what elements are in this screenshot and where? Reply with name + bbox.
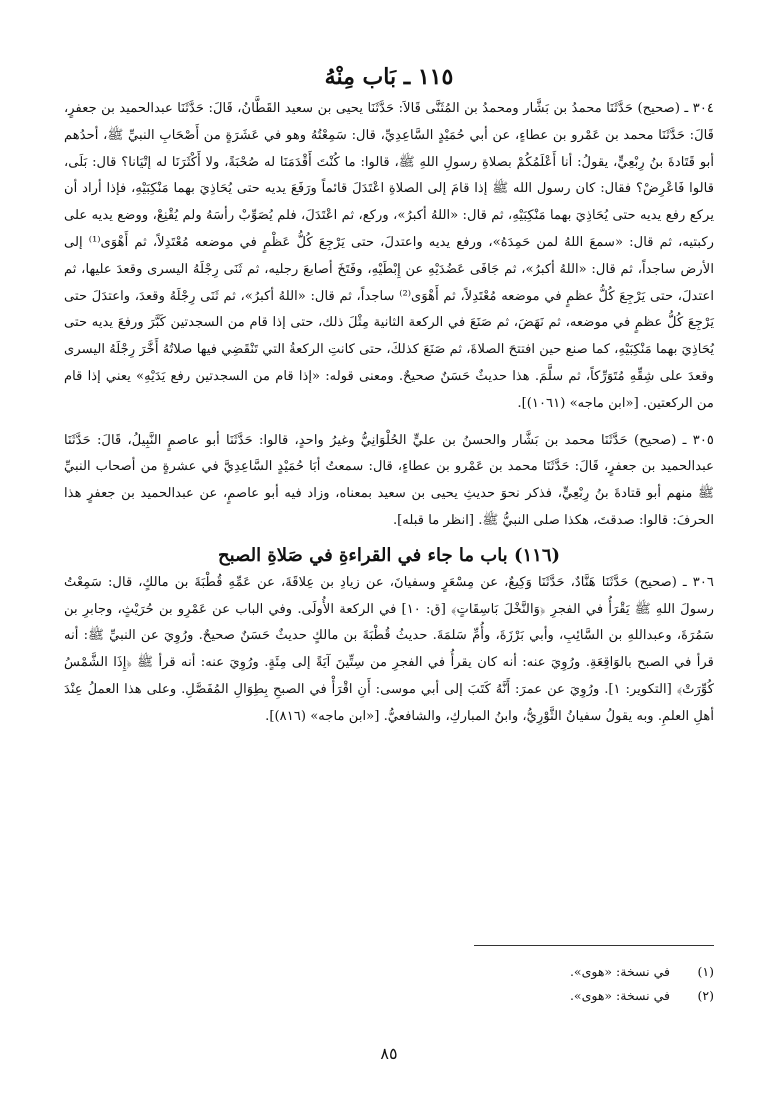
footnote-1-text: في نسخة: «هوى». xyxy=(569,964,671,979)
hadith-306: ٣٠٦ ـ (صحيح) حَدَّثَنَا هَنَّادٌ، حَدَّثَنَا وَكِيعٌ، عن مِسْعَرٍ وسفيانَ، عن زيادِ بن عِلاقَةَ، عن عَمِّهِ قُطْبَةَ بن مالكٍ، قال: سَمِعْتُ رسولَ اللهِ ﷺ يَقْرَأُ في الفجرِ ﴿وَالنَّخْلَ بَاسِقَاتٍ﴾ [ق: ١٠] في الركعة الأُولَى. وفي الباب عن عَمْرِو بن حُرَيْثٍ، وجابرِ بن سَمُرَةَ، وعبداللهِ بن السَّائِبِ، وأبي بَرْزَةَ، وأُمِّ سَلمَةَ. حديثُ قُطْبَةَ بن مالكٍ حديثٌ حَسَنٌ صحيحٌ. ورُوِيَ عن النبيِّ ﷺ: أنه قرأ في الصبح بالوَاقِعَةِ. ورُوِيَ عنه: أنه كان يقرأُ في الفجرِ من سِتِّينَ آيَةً إلى مِئَةٍ. ورُوِيَ عنه: أنه قرأ ﷺ ﴿إِذَا الشَّمْسُ كُوِّرَتْ﴾ [التكوير: ١]. ورُوِيَ عن عمرَ: أَنَّهُ كَتَبَ إلى أبي موسى: أَنِ اقْرَأْ في الصبحِ بِطِوَالِ المُفَصَّلِ. وعلى هذا العملُ عِنْدَ أهلِ العلمِ. وبه يقولُ سفيانُ الثَّوْرِيُّ، وابنُ المباركِ، والشافعيُّ. [«ابن ماجه» (٨١٦)]. xyxy=(64,574,714,724)
footnote-2-mark: (٢) xyxy=(697,988,714,1003)
footnote-2-text: في نسخة: «هوى». xyxy=(569,988,671,1003)
footnote-divider xyxy=(474,945,714,946)
footnotes xyxy=(64,960,714,1008)
footnote-2 xyxy=(64,984,714,1008)
section-116-title: (١١٦) باب ما جاء في القراءةِ في صَلاةِ الصبح xyxy=(217,544,561,566)
hadith-304: ٣٠٤ ـ (صحيح) حَدَّثَنَا محمدُ بن بَشَّار ومحمدُ بن المُثَنَّى قَالاَ: حَدَّثَنَا يحيى بن سعيد القَطَّانُ، قَالَ: حَدَّثَنَا عبدالحميد بن جعفرٍ، قَالَ: حَدَّثَنَا محمد بن عَمْرو بن عطاءٍ، عن أبي حُمَيْدٍ السَّاعِدِيِّ، قال: سَمِعْتُهُ وهو في عَشَرَةٍ من أَصْحَابِ النبيِّ ﷺ، أحدُهم أبو قَتَادةَ بنُ رِبْعِيٍّ، يقولُ: أنا أَعْلَمُكُمْ بصلاةِ رسولِ اللهِ ﷺ، قالوا: ما كُنْتَ أَقْدَمَنَا له صُحْبَةً، ولا أَكْثَرَنَا له إتْيَانا؟ قال: بَلَى، قالوا فَاعْرِضْ؟ فقال: كان رسول الله ﷺ إذا قامَ إلى الصلاةِ اعْتَدَلَ قائماً ورَفَعَ يديه حتى يُحَاذِيَ بهما مَنْكِبَيْهِ، فإذا أراد أن يركع رفع يديه حتى يُحَاذِيَ بهما مَنْكِبَيْهِ، ثم قال: «اللهُ أكبرُ»، وركع، ثم اعْتَدَلَ، فلم يُصَوِّبْ رأسَهُ ولم يُقْنِعْ، ووضع يديه على ركبتيه، ثم قال: «سمعَ اللهُ لمن حَمِدَهُ»، ورفع يديه واعتدلَ، حتى يَرْجِعَ كُلُّ عَظْمٍ في موضعه مُعْتَدِلاً، ثم أَهْوَى⁽¹⁾ إلى الأرض ساجداً، ثم قال: «اللهُ أكبرُ»، ثم جَافَى عَضُدَيْهِ عن إِبْطَيْهِ، وفَتَخَ أصابعَ رجليه، ثم ثَنَى رِجْلَهُ اليسرى وقعدَ عليها، ثم اعتدلَ، حتى يَرْجِعَ كُلُّ عظمٍ في موضعه مُعْتَدِلاً، ثم أَهْوَى⁽²⁾ ساجداً، ثم قال: «اللهُ أكبرُ»، ثم ثَنَى رِجْلَهُ وقعدَ، واعتدَلَ حتى يَرْجِعَ كُلُّ عظمٍ في موضعه، ثم نَهَضَ، ثم صَنَعَ في الركعة الثانية مِثْلَ ذلك، حتى إذا قام من السجدتين كَبَّرَ ورفعَ يديه حتى يُحَاذِيَ بهما مَنْكِبَيْهِ، كما صنع حين افتتحَ الصلاةَ، ثم صَنَعَ كذلكَ، حتى كانتِ الركعةُ التي تَنْقَضِي فيها صلاتُهُ أَخَّرَ رِجْلَهُ اليسرى وقعدَ على شِقِّهِ مُتَوَرِّكاً، ثم سلَّمَ. هذا حديثٌ حَسَنٌ صحيحٌ. ومعنى قوله: «إذا قام من السجدتين رفع يَدَيْهِ» يعني إذا قام من الركعتين. [«ابن ماجه» (١٠٦١)]. xyxy=(64,101,715,411)
footnote-1 xyxy=(64,960,714,984)
book-page xyxy=(64,52,715,1063)
hadith-305: ٣٠٥ ـ (صحيح) حَدَّثَنَا محمد بن بَشَّار والحسنُ بن عليٍّ الحُلْوَانِيُّ وغيرُ واحدٍ، قالوا: حَدَّثَنَا أبو عاصمٍ النَّبِيلُ، قَالَ: حَدَّثَنَا عبدالحميد بن جعفرٍ، قَالَ: حَدَّثَنَا محمد بن عَمْرو بن عطاءٍ، قال: سمعتُ أبَا حُمَيْدٍ السَّاعِدِيَّ في عشرةٍ من أصحاب النبيِّ ﷺ منهم أبو قتادةَ بنُ رِبْعِيٍّ، فذكر نحوَ حديثِ يحيى بن سعيد بمعناه، وزاد فيه أبو عاصمٍ، عن عبدالحميد بن جعفرٍ هذا الحرفَ: قالوا: صدقتَ، هكذا صلى النبيُّ ﷺ. [انظر ما قبله]. xyxy=(64,432,714,528)
chapter-title: ١١٥ ـ بَاب مِنْهُ xyxy=(324,64,454,90)
page-number: ٨٥ xyxy=(380,1044,398,1063)
footnote-1-mark: (١) xyxy=(697,964,714,979)
